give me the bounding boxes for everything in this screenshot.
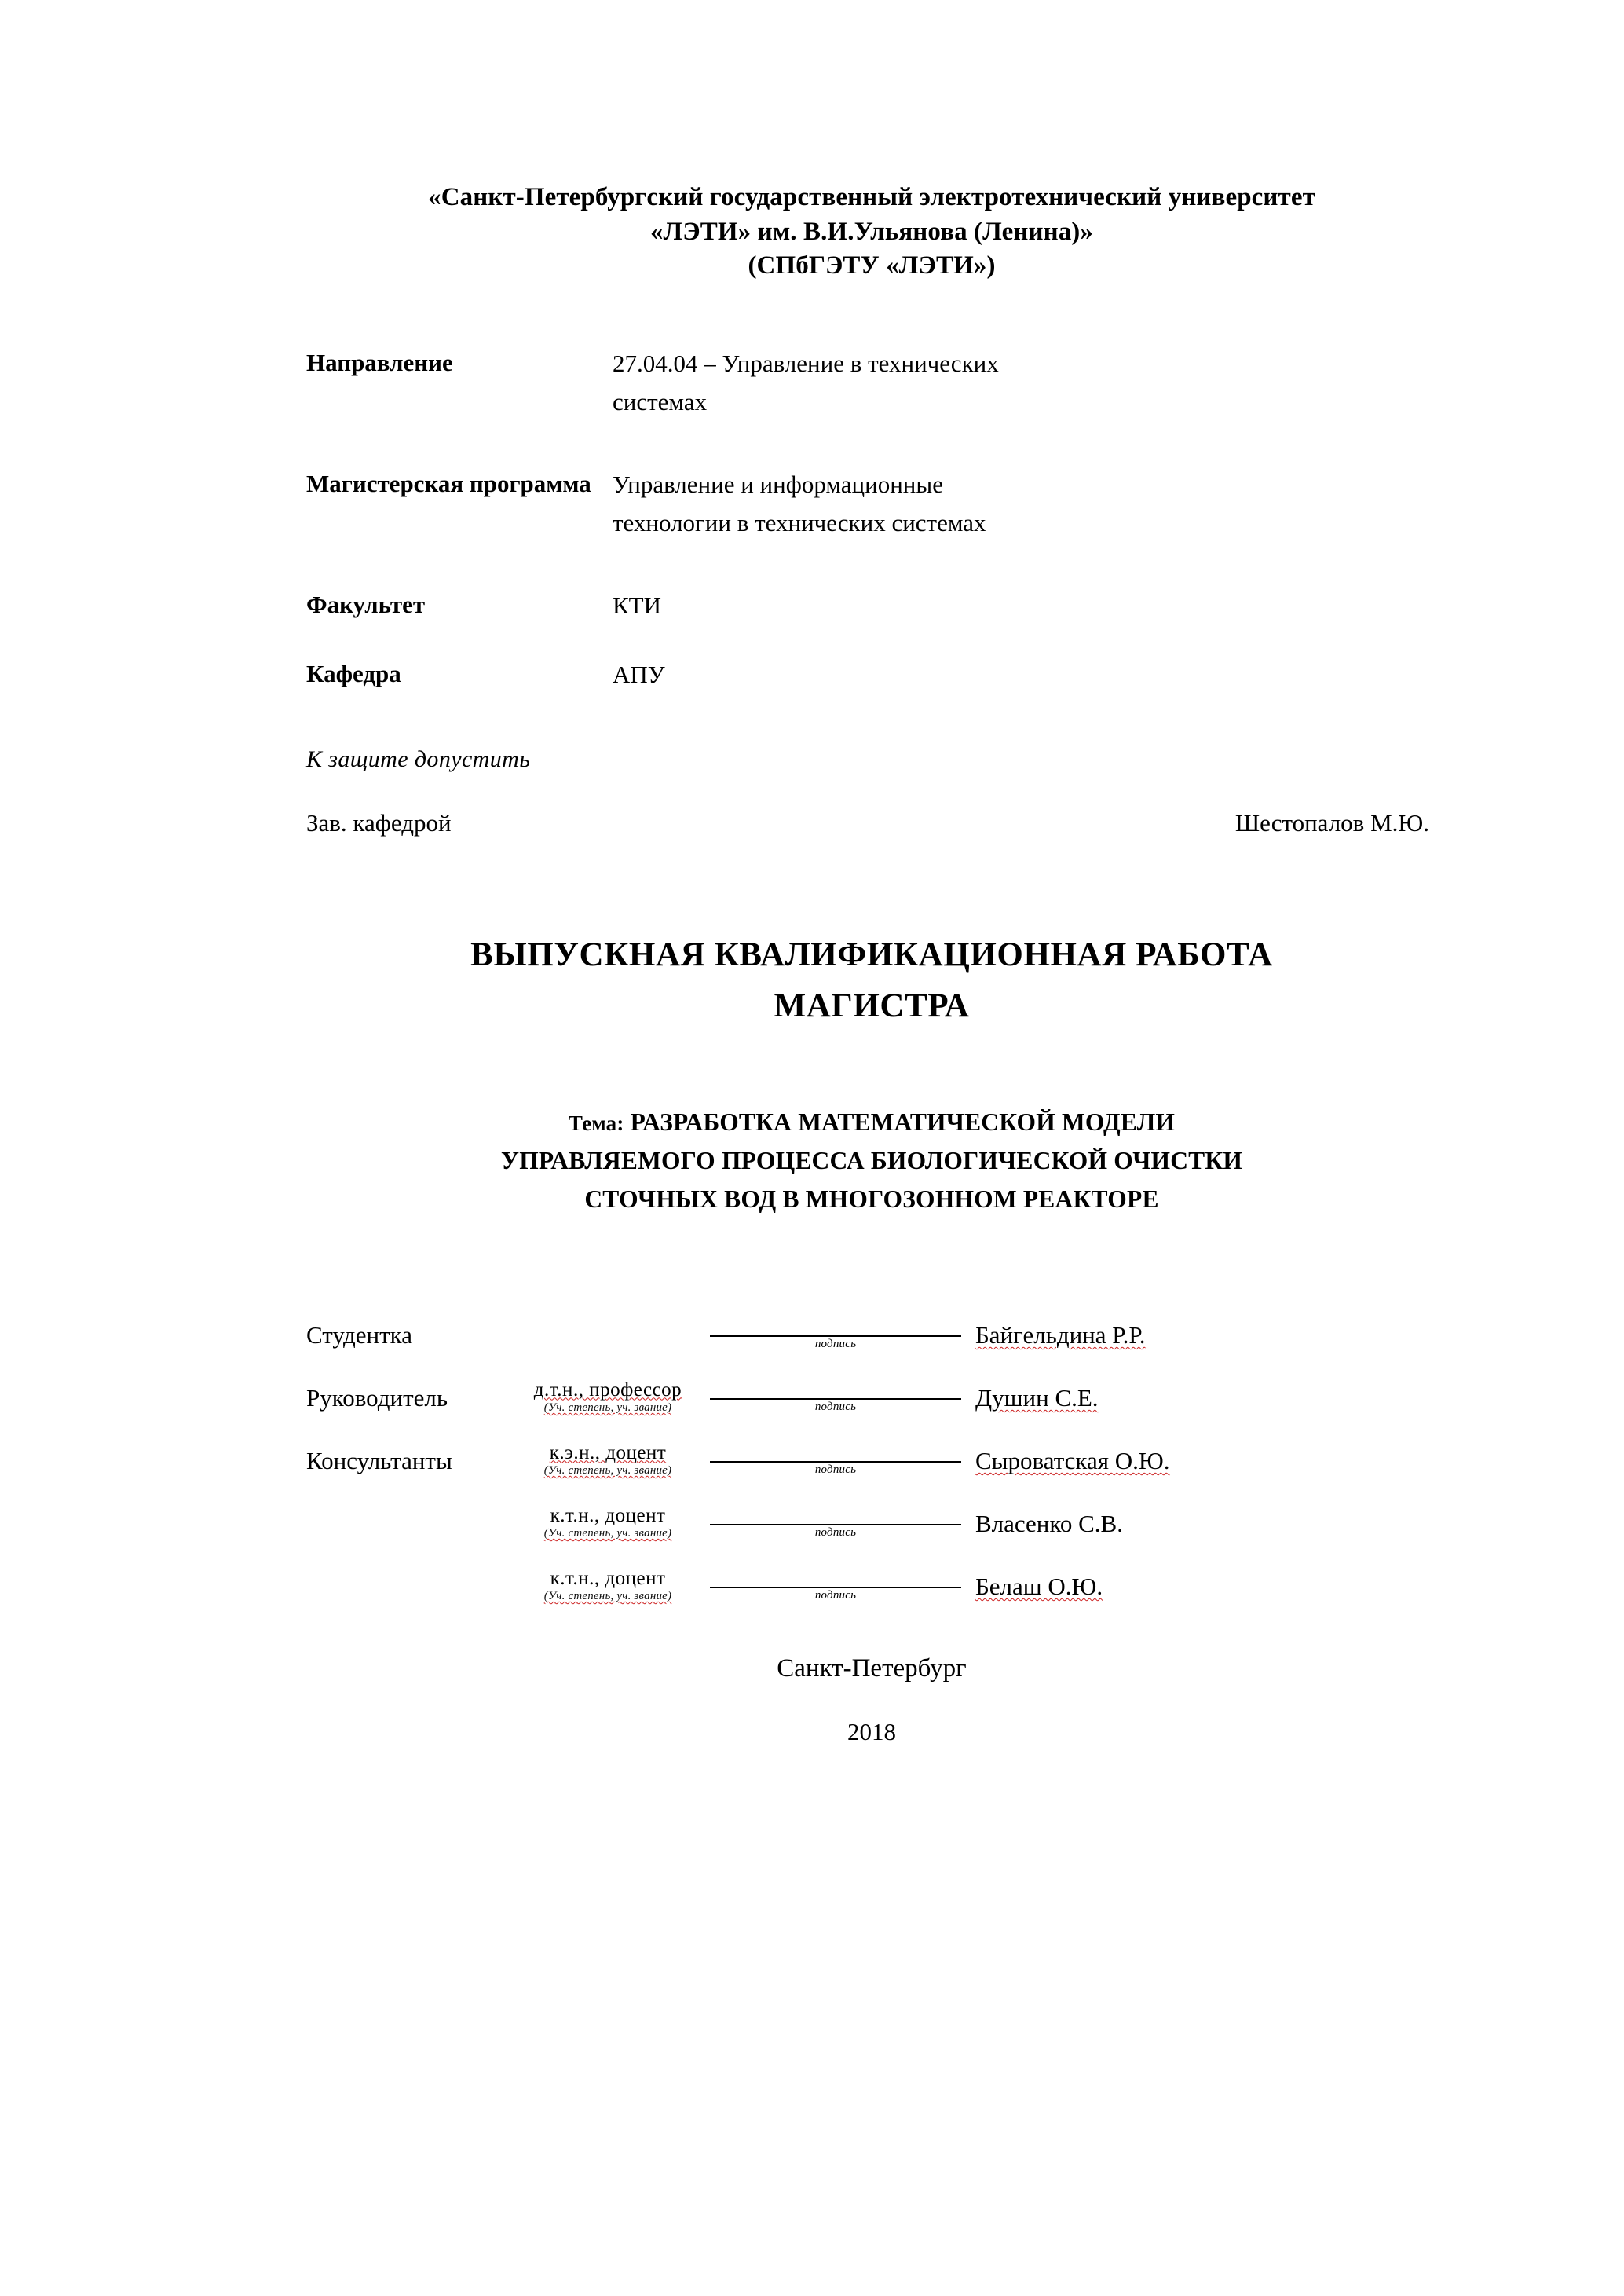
thesis-theme-text-1: РАЗРАБОТКА МАТЕМАТИЧЕСКОЙ МОДЕЛИ	[630, 1108, 1176, 1137]
signature-degree-consultant-2	[517, 1505, 699, 1543]
page-title	[306, 930, 1437, 1031]
signature-caption-consultant-2: подпись	[814, 1526, 857, 1540]
page-title-line-2: МАГИСТРА	[774, 987, 970, 1024]
page-content	[306, 181, 1437, 1746]
page-title-line-1: ВЫПУСКНАЯ КВАЛИФИКАЦИОННАЯ РАБОТА	[470, 936, 1273, 974]
field-value-program-line-1: Управление и информационные	[613, 470, 943, 498]
signature-line-student	[710, 1313, 961, 1354]
field-row-department	[306, 656, 1437, 694]
program-fields	[306, 345, 1437, 695]
spacer-3	[306, 632, 1437, 656]
signature-block	[306, 1305, 1437, 1606]
thesis-theme-lead: Тема:	[568, 1111, 624, 1136]
signature-degree-caption-consultant-2: (Уч. степень, уч. звание)	[543, 1527, 672, 1540]
field-value-program	[613, 466, 986, 543]
signature-degree-text-consultant-2: к.т.н., доцент	[550, 1504, 666, 1526]
university-line-2: «ЛЭТИ» им. В.И.Ульянова (Ленина)»	[650, 217, 1093, 246]
signature-line-supervisor	[710, 1376, 961, 1417]
signature-role-empty-1	[306, 1538, 517, 1543]
spacer-1	[306, 430, 1437, 466]
field-row-faculty	[306, 587, 1437, 625]
signature-caption-consultant-3: подпись	[814, 1589, 857, 1602]
thesis-theme-line-3: СТОЧНЫХ ВОД В МНОГОЗОННОМ РЕАКТОРЕ	[584, 1185, 1159, 1214]
field-label-direction: Направление	[306, 348, 453, 376]
signature-line-consultant-1	[710, 1439, 961, 1480]
field-value-direction-line-2: системах	[613, 387, 708, 416]
signature-role-consultants: Консультанты	[306, 1446, 452, 1474]
signature-degree-text-supervisor: д.т.н., профессор	[533, 1379, 682, 1401]
signature-row-consultant-3	[306, 1557, 1437, 1606]
signature-line-consultant-2	[710, 1502, 961, 1543]
signature-line-consultant-3	[710, 1565, 961, 1606]
signature-degree-supervisor	[517, 1379, 699, 1417]
footer-city: Санкт-Петербург	[777, 1653, 967, 1683]
signature-caption-consultant-1: подпись	[814, 1463, 857, 1477]
signature-name-consultant-2: Власенко С.В.	[975, 1509, 1123, 1537]
signature-row-consultant-2	[306, 1494, 1437, 1543]
signature-rule-student	[710, 1313, 961, 1337]
head-of-department-row	[306, 809, 1437, 837]
signature-row-student	[306, 1305, 1437, 1354]
signature-degree-text-consultant-3: к.т.н., доцент	[550, 1567, 666, 1589]
thesis-theme-line-1	[306, 1104, 1437, 1142]
signature-name-consultant-1: Сыроватская О.Ю.	[975, 1446, 1170, 1474]
head-of-department-name: Шестопалов М.Ю.	[1234, 809, 1429, 837]
university-heading	[306, 181, 1437, 284]
signature-degree-consultant-1	[517, 1442, 699, 1480]
spacer-2	[306, 551, 1437, 587]
signature-role-supervisor: Руководитель	[306, 1383, 448, 1412]
university-line-1: «Санкт-Петербургский государственный электротехнический университет	[428, 183, 1315, 211]
signature-row-consultant-1	[306, 1431, 1437, 1480]
field-value-faculty: КТИ	[613, 591, 661, 619]
signature-role-empty-2	[306, 1601, 517, 1606]
signature-name-student: Байгельдина Р.Р.	[975, 1320, 1146, 1349]
signature-degree-text-consultant-1: к.э.н., доцент	[549, 1441, 667, 1463]
signature-degree-consultant-3	[517, 1568, 699, 1606]
thesis-theme-line-2: УПРАВЛЯЕМОГО ПРОЦЕССА БИОЛОГИЧЕСКОЙ ОЧИСТКИ	[500, 1147, 1243, 1175]
signature-rule-consultant-3	[710, 1565, 961, 1588]
field-label-program: Магистерская программа	[306, 469, 591, 497]
signature-rule-consultant-1	[710, 1439, 961, 1463]
signature-row-supervisor	[306, 1368, 1437, 1417]
signature-rule-consultant-2	[710, 1502, 961, 1525]
signature-name-consultant-3: Белаш О.Ю.	[975, 1572, 1103, 1600]
field-value-direction	[613, 345, 999, 422]
field-value-direction-line-1: 27.04.04 – Управление в технических	[613, 349, 999, 377]
field-label-department: Кафедра	[306, 660, 401, 688]
field-value-department: АПУ	[613, 661, 665, 689]
field-row-program	[306, 466, 1437, 543]
signature-caption-supervisor: подпись	[814, 1401, 857, 1414]
signature-role-student: Студентка	[306, 1320, 412, 1349]
signature-name-supervisor: Душин С.Е.	[975, 1383, 1099, 1412]
footer-year: 2018	[847, 1717, 896, 1745]
admission-note: К защите допустить	[306, 746, 531, 773]
head-of-department-label: Зав. кафедрой	[306, 809, 452, 837]
university-line-3: (СПбГЭТУ «ЛЭТИ»)	[748, 251, 996, 280]
field-value-program-line-2: технологии в технических системах	[613, 508, 986, 536]
signature-degree-caption-consultant-1: (Уч. степень, уч. звание)	[543, 1464, 672, 1478]
thesis-theme	[306, 1104, 1437, 1218]
field-row-direction	[306, 345, 1437, 422]
signature-rule-supervisor	[710, 1376, 961, 1400]
signature-degree-caption-consultant-3: (Уч. степень, уч. звание)	[543, 1590, 672, 1603]
field-label-faculty: Факультет	[306, 590, 426, 618]
signature-caption-student: подпись	[814, 1338, 857, 1351]
signature-degree-student	[517, 1353, 699, 1354]
signature-degree-caption-supervisor: (Уч. степень, уч. звание)	[543, 1401, 672, 1415]
